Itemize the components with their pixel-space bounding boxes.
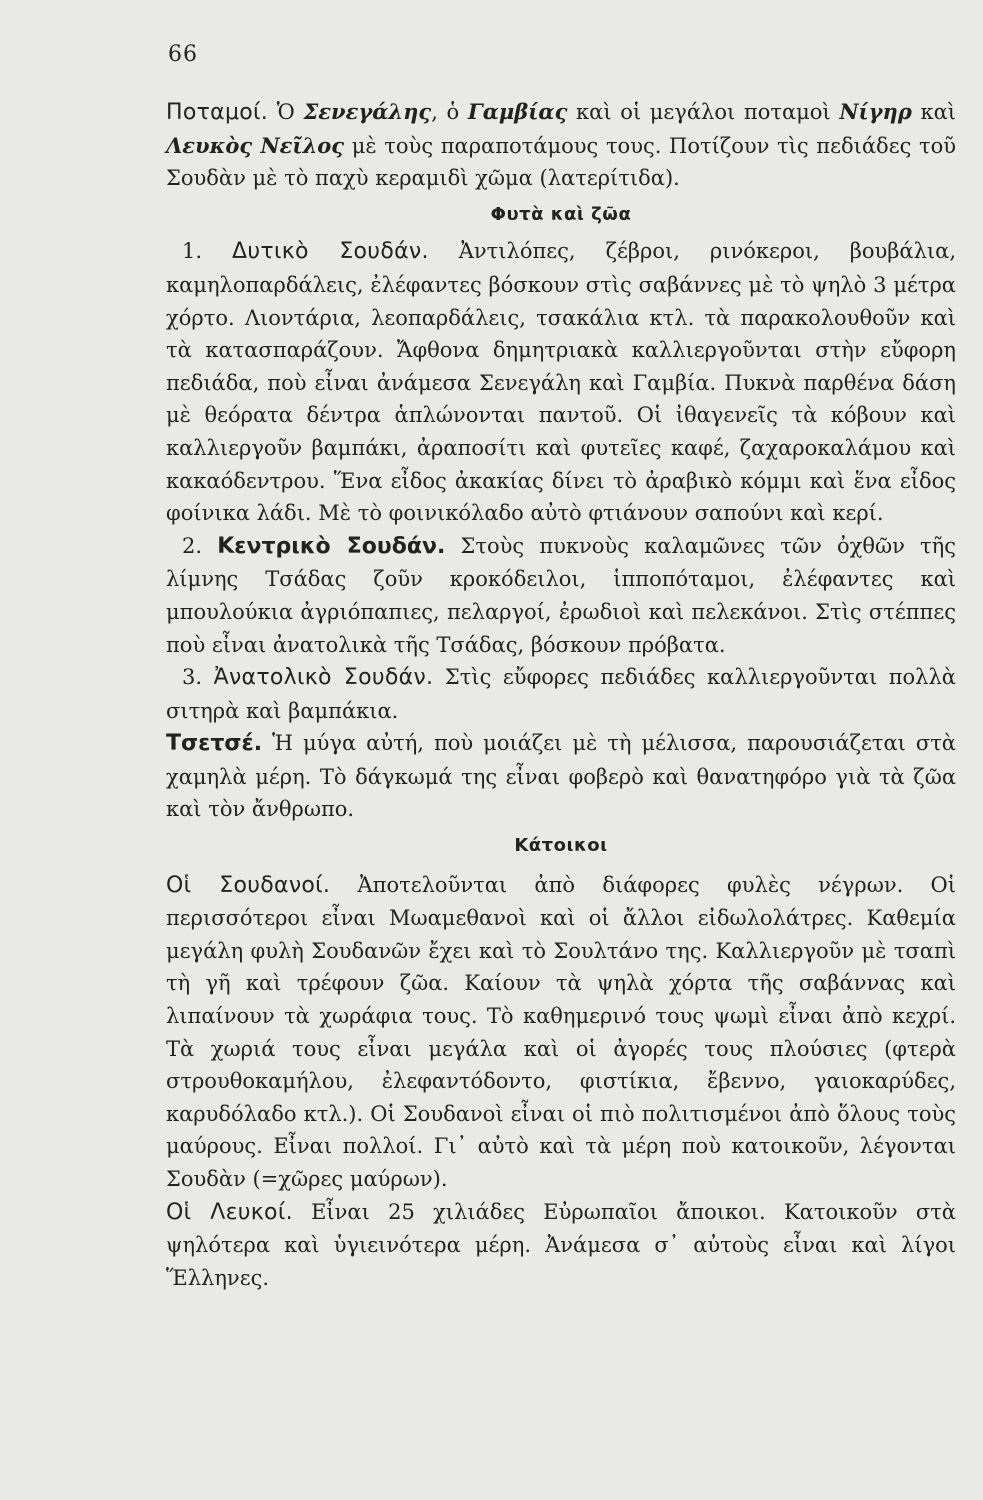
paragraph-text: Ἀποτελοῦνται ἀπὸ διάφορες φυλὲς νέγρων. Οἱ περισσότεροι εἶναι Μωαμεθανοὶ καὶ οἱ ἄλλοι εἰδωλολάτρες. Καθεμία μεγάλη φυλὴ Σουδανῶν ἔχει καὶ τὸ Σουλτάνο της. Καλλιεργοῦν μὲ τσαπὶ τὴ γῆ καὶ τρέφουν ζῶα. Καίουν τὰ ψηλὰ χόρτα τῆς σαβάννας καὶ λιπαίνουν τὰ χωράφια τους. Τὸ καθημερινό τους ψωμὶ εἶναι ἀπὸ κεχρί. Τὰ χωριά τους εἶναι μεγάλα καὶ οἱ ἀγορές τους πλούσιες (φτερὰ στρουθοκαμήλου, ἐλεφαντόδοντο, φιστίκια, ἔβεννο, γαιοκαρύδες, καρυδόλαδο κτλ.). Οἱ Σουδανοὶ εἶναι οἱ πιὸ πολιτισμένοι ἀπὸ ὅλους τοὺς μαύρους. Εἶναι πολλοί. Γι᾿ αὐτὸ καὶ τὰ μέρη ποὺ κατοικοῦν, λέγονται Σουδὰν (=χῶρες μαύρων). xyxy=(166,872,957,1191)
paragraph-text: Στοὺς πυκνοὺς καλαμῶνες τῶν ὀχθῶν τῆς λίμνης Τσάδας ζοῦν κροκόδειλοι, ἱπποπόταμοι, ἐλέφαντες καὶ μπουλούκια ἀγριόπαπιες, πελαργοί, ἐρωδιοὶ καὶ πελεκάνοι. Στὶς στέππες ποὺ εἶναι ἀνατολικὰ τῆς Τσάδας, βόσκουν πρόβατα. xyxy=(166,533,956,657)
item-number: 3. xyxy=(182,665,214,690)
paragraph-lead: Οἱ Λευκοί. xyxy=(166,1199,293,1225)
paragraph-east-sudan xyxy=(166,661,956,727)
paragraph-sudanese xyxy=(166,869,956,1196)
river-name: Νίγηρ xyxy=(839,99,912,124)
item-number: 1. xyxy=(182,239,233,264)
paragraph-west-sudan xyxy=(166,235,956,529)
paragraph-text: Ἡ μύγα αὐτή, ποὺ μοιάζει μὲ τὴ μέλισσα, παρουσιάζεται στὰ χαμηλὰ μέρη. Τὸ δάγκωμά της εἶναι φοβερὸ καὶ θανατηφόρο γιὰ τὰ ζῶα καὶ τὸν ἄνθρωπο. xyxy=(166,731,956,822)
river-name: Σενεγάλης xyxy=(303,99,432,124)
text-run: καὶ xyxy=(911,100,957,124)
section-heading-inhabitants: Κάτοικοι xyxy=(514,835,608,857)
river-name: Γαμβίας xyxy=(467,99,568,124)
text-run: Ὁ xyxy=(268,100,304,124)
text-run: καὶ οἱ μεγάλοι ποταμοὶ xyxy=(567,100,840,124)
paragraph-tsetse xyxy=(166,727,956,826)
paragraph-text: Στὶς εὔφορες πεδιάδες καλλιεργοῦνται πολλὰ σιτηρὰ καὶ βαμπάκια. xyxy=(166,665,956,723)
paragraph-whites xyxy=(166,1196,956,1295)
page-number: 66 xyxy=(168,42,198,67)
page-content xyxy=(166,86,956,1294)
paragraph-lead: Ποταμοί. xyxy=(166,100,269,125)
item-number: 2. xyxy=(182,533,218,558)
text-run: μὲ τοὺς παραποτάμους τους. Ποτίζουν τὶς πεδιάδες τοῦ Σουδὰν μὲ τὸ παχὺ κεραμιδὶ χῶμα (λατερίτιδα). xyxy=(166,133,957,191)
paragraph-text: Εἶναι 25 χιλιάδες Εὐρωπαῖοι ἄποικοι. Κατοικοῦν στὰ ψηλότερα καὶ ὑγιεινότερα μέρη. Ἀνάμεσα σ᾿ αὐτοὺς εἶναι καὶ λίγοι Ἕλληνες. xyxy=(166,1199,956,1290)
text-run: , ὁ xyxy=(431,100,468,124)
paragraph-lead: Οἱ Σουδανοί. xyxy=(166,872,331,898)
paragraph-central-sudan xyxy=(166,530,956,661)
paragraph-text: Ἀντιλόπες, ζέβροι, ρινόκεροι, βουβάλια, καμηλοπαρδάλεις, ἐλέφαντες βόσκουν στὶς σαβάννες μὲ τὸ ψηλὸ 3 μέτρα χόρτο. Λιοντάρια, λεοπαρδάλεις, τσακάλια κτλ. τὰ παρακολουθοῦν καὶ τὰ κατασπαράζουν. Ἄφθονα δημητριακὰ καλλιεργοῦνται στὴν εὔφορη πεδιάδα, ποὺ εἶναι ἀνάμεσα Σενεγάλη καὶ Γαμβία. Πυκνὰ παρθένα δάση μὲ θεόρατα δέντρα ἁπλώνονται παντοῦ. Οἱ ἰθαγενεῖς τὰ κόβουν καὶ καλλιεργοῦν βαμπάκι, ἀραποσίτι καὶ φυτεῖες καφέ, ζαχαροκαλάμου καὶ κακαόδεντρου. Ἕνα εἶδος ἀκακίας δίνει τὸ ἀραβικὸ κόμμι καὶ ἕνα εἶδος φοίνικα λάδι. Μὲ τὸ φοινικόλαδο αὐτὸ φτιάνουν σαπούνι καὶ κερί. xyxy=(166,239,957,526)
paragraph-rivers xyxy=(166,96,956,195)
paragraph-lead: Δυτικὸ Σουδάν. xyxy=(232,239,429,265)
river-name: Λευκὸς Νεῖλος xyxy=(166,132,345,158)
section-heading-flora-fauna: Φυτὰ καὶ ζῶα xyxy=(490,203,632,225)
paragraph-lead: Τσετσέ. xyxy=(166,731,263,757)
paragraph-lead: Ἀνατολικὸ Σουδάν. xyxy=(213,665,434,691)
paragraph-lead: Κεντρικὸ Σουδάν. xyxy=(217,533,446,559)
